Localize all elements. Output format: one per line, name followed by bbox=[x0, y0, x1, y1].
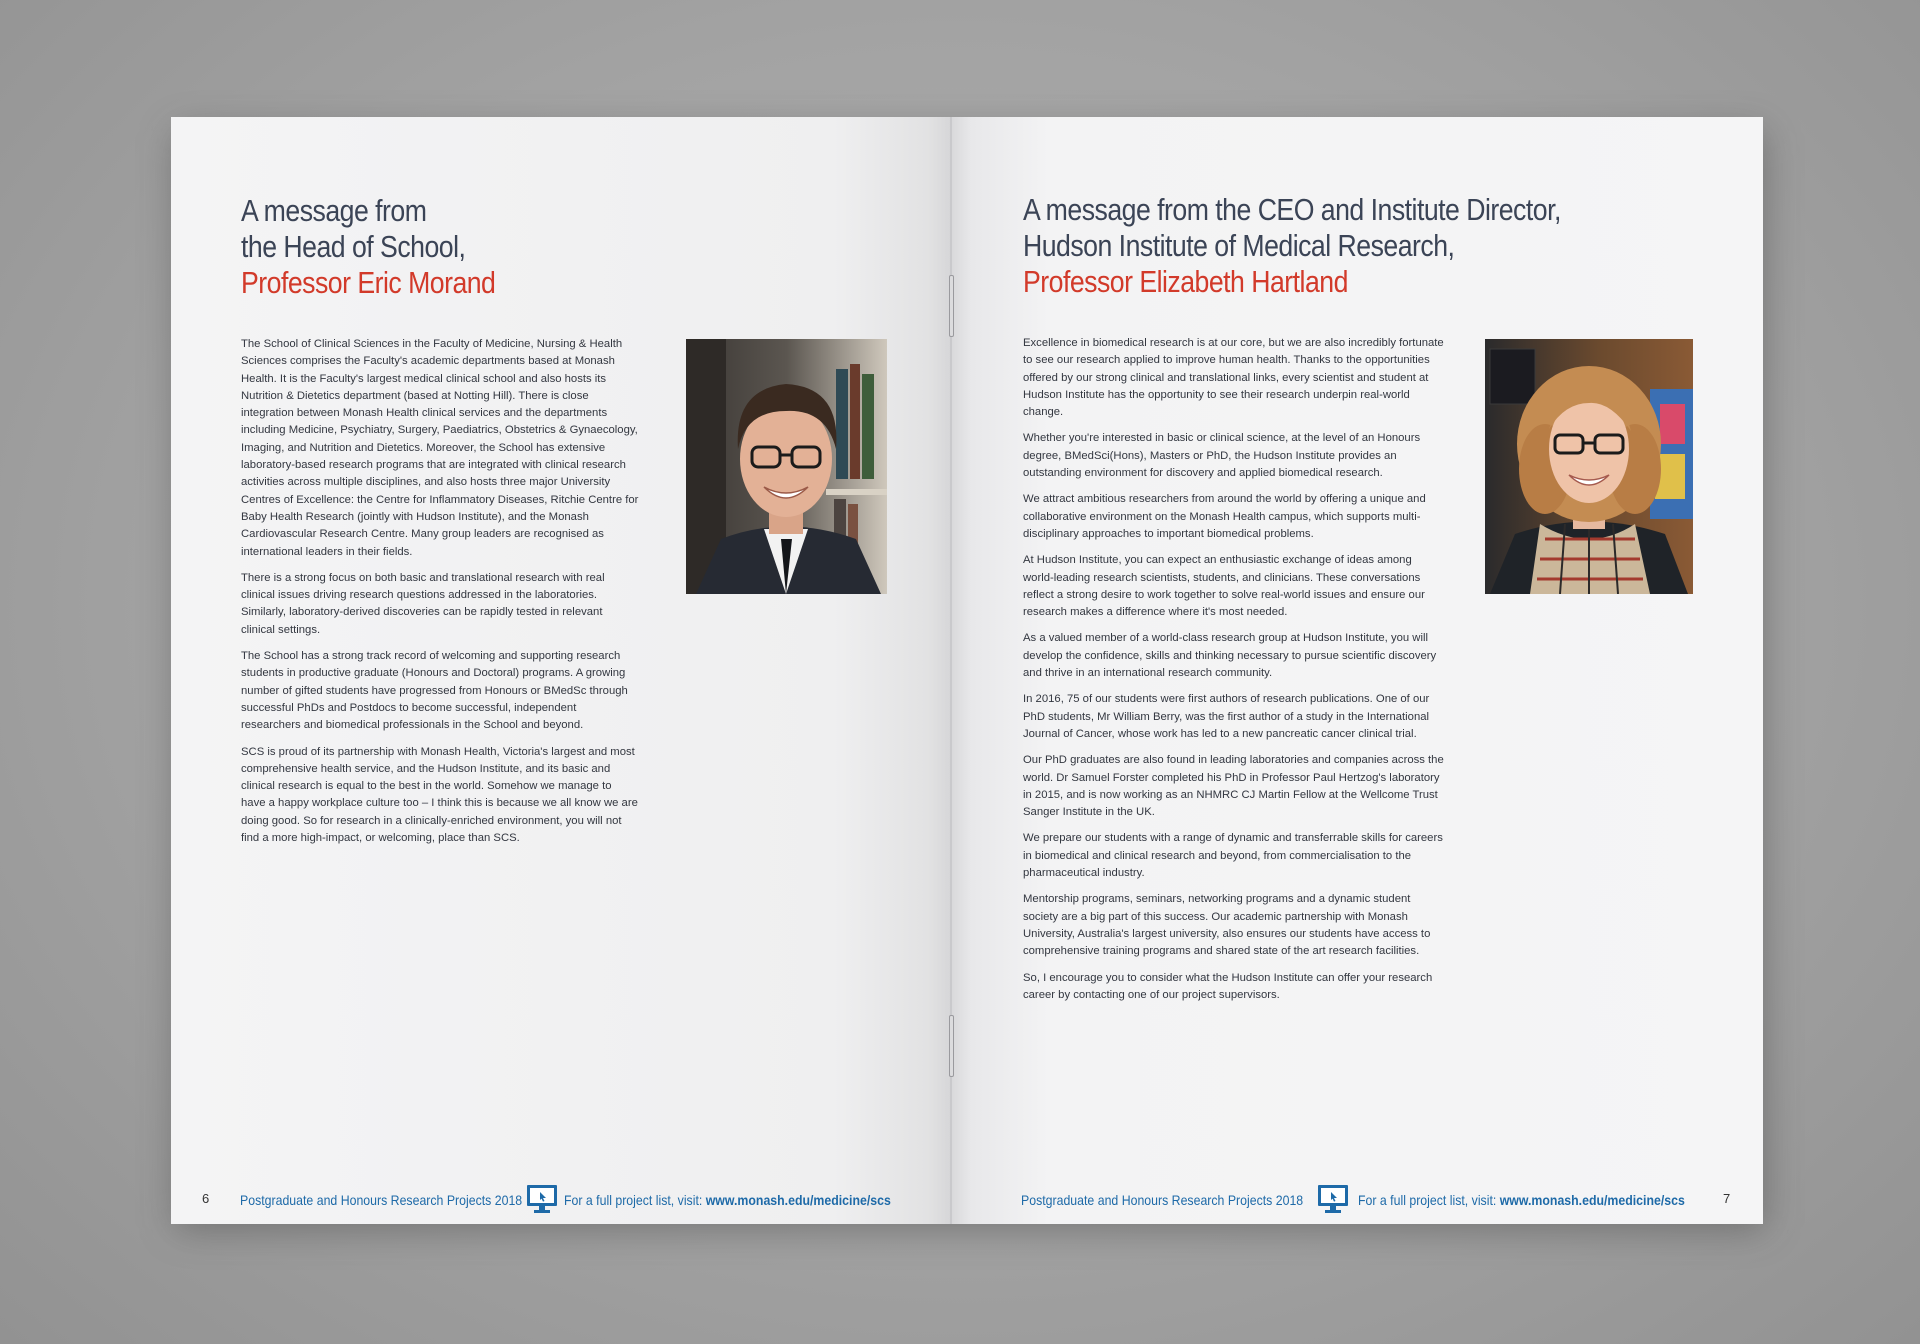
right-footer-visit-text: For a full project list, visit: bbox=[1358, 1192, 1497, 1208]
monitor-icon bbox=[1317, 1184, 1349, 1217]
right-footer-url[interactable]: www.monash.edu/medicine/scs bbox=[1499, 1192, 1685, 1208]
monitor-icon bbox=[526, 1184, 558, 1217]
right-heading bbox=[1023, 192, 1561, 300]
left-paragraph-3: The School has a strong track record of welcoming and supporting research students in productive graduate (Honours and Doctoral) programs. A growing number of gifted students have progressed from Honours or BMedSc through successful PhDs and Postdocs to become successful, independent researchers and biomedical professionals in the School and beyond. bbox=[241, 650, 628, 732]
right-heading-line1: A message from the CEO and Institute Director, bbox=[1023, 192, 1561, 227]
left-heading-line2: the Head of School, bbox=[241, 229, 466, 264]
left-heading-line1: A message from bbox=[241, 193, 427, 228]
right-paragraph-5: As a valued member of a world-class research group at Hudson Institute, you will develop the confidence, skills and thinking necessary to pursue scientific discovery and thrive in an international research community. bbox=[1023, 632, 1437, 680]
staple-bottom bbox=[949, 1015, 954, 1077]
right-body bbox=[1023, 335, 1445, 1013]
left-footer-url[interactable]: www.monash.edu/medicine/scs bbox=[705, 1192, 891, 1208]
right-page-number: 7 bbox=[1723, 1191, 1731, 1206]
left-paragraph-2: There is a strong focus on both basic and translational research with real clinical issues driving research questions addressed in the laboratories. Similarly, laboratory-derived discoveries can be rapidly tested in relevant clinical settings. bbox=[241, 571, 605, 636]
portrait-photo-eric-morand bbox=[686, 339, 887, 594]
right-paragraph-1: Excellence in biomedical research is at our core, but we are also incredibly fortunate to see our research applied to improve human health. Thanks to the opportunities offered by our strong clinical and translational links, every scientist and student at Hudson Institute has the opportunity to see their research underpin real-world change. bbox=[1023, 337, 1444, 419]
left-heading-name: Professor Eric Morand bbox=[241, 265, 496, 300]
right-heading-name: Professor Elizabeth Hartland bbox=[1023, 264, 1348, 299]
portrait-photo-elizabeth-hartland bbox=[1485, 339, 1693, 594]
left-heading bbox=[241, 193, 495, 301]
left-footer-visit bbox=[564, 1192, 891, 1208]
right-footer-title: Postgraduate and Honours Research Projects 2018 bbox=[1021, 1192, 1304, 1208]
right-paragraph-6: In 2016, 75 of our students were first authors of research publications. One of our PhD students, Mr William Berry, was the first author of a study in the International Journal of Cancer, whose work has led to a new pancreatic cancer clinical trial. bbox=[1023, 693, 1430, 740]
right-paragraph-7: Our PhD graduates are also found in leading laboratories and companies across the world. Dr Samuel Forster completed his PhD in Professor Paul Hertzog's laboratory in 2015, and is now working as an NHMRC CJ Martin Fellow at the Wellcome Trust Sanger Institute in the UK. bbox=[1023, 754, 1444, 819]
staple-top bbox=[949, 275, 954, 337]
right-paragraph-4: At Hudson Institute, you can expect an enthusiastic exchange of ideas among world-leading research scientists, students, and clinicians. These conversations reflect a strong desire to work together to solve real-world issues and ensure our research makes a difference where it's most needed. bbox=[1023, 554, 1425, 619]
left-paragraph-1: The School of Clinical Sciences in the Faculty of Medicine, Nursing & Health Sciences comprises the Faculty's academic departments based at Monash Health. It is the Faculty's largest medical clinical school and also hosts its Nutrition & Dietetics department (based at Notting Hill). There is close integration between Monash Health clinical services and the departments including Medicine, Psychiatry, Surgery, Paediatrics, Obstetrics & Gynaecology, Imaging, and Nutrition and Dietetics. Moreover, the School has extensive laboratory-based research programs that are integrated with clinical research activities across multiple disciplines, and also hosts three major University Centres of Excellence: the Centre for Inflammatory Diseases, Ritchie Centre for Baby Health Research (jointly with Hudson Institute), and the Monash Cardiovascular Research Centre. Many group leaders are recognised as international leaders in their fields. bbox=[241, 338, 639, 558]
right-heading-line2: Hudson Institute of Medical Research, bbox=[1023, 228, 1455, 263]
right-paragraph-9: Mentorship programs, seminars, networking programs and a dynamic student society are a big part of this success. Our academic partnership with Monash University, Australia's largest university, also ensures our students have access to comprehensive training programs and shared state of the art research facilities. bbox=[1023, 893, 1431, 958]
right-paragraph-2: Whether you're interested in basic or clinical science, at the level of an Honours degree, BMedSci(Hons), Masters or PhD, the Hudson Institute provides an outstanding environment for discovery and applied biomedical research. bbox=[1023, 432, 1421, 480]
left-footer-visit-text: For a full project list, visit: bbox=[564, 1192, 703, 1208]
left-page-number: 6 bbox=[202, 1191, 210, 1206]
right-paragraph-10: So, I encourage you to consider what the Hudson Institute can offer your research career by contacting one of our project supervisors. bbox=[1023, 971, 1433, 1001]
right-footer-visit bbox=[1358, 1192, 1685, 1208]
right-paragraph-3: We attract ambitious researchers from around the world by offering a unique and collaborative environment on the Monash Health campus, which supports multi-disciplinary approaches to important biomedical problems. bbox=[1023, 493, 1426, 540]
left-body bbox=[241, 336, 639, 856]
right-paragraph-8: We prepare our students with a range of dynamic and transferrable skills for careers in biomedical and clinical research and beyond, from commercialisation to the pharmaceutical industry. bbox=[1023, 832, 1443, 880]
left-paragraph-4: SCS is proud of its partnership with Monash Health, Victoria's largest and most comprehensive health service, and the Hudson Institute, and its basic and clinical research is equal to the best in the world. Somehow we manage to have a happy workplace culture too – I think this is because we all know we are doing good. So for research in a clinically-enriched environment, you will not find a more high-impact, or welcoming, place than SCS. bbox=[241, 745, 638, 845]
right-footer bbox=[1021, 1186, 1701, 1216]
left-footer-title: Postgraduate and Honours Research Projects 2018 bbox=[240, 1192, 523, 1208]
left-footer bbox=[240, 1186, 890, 1216]
